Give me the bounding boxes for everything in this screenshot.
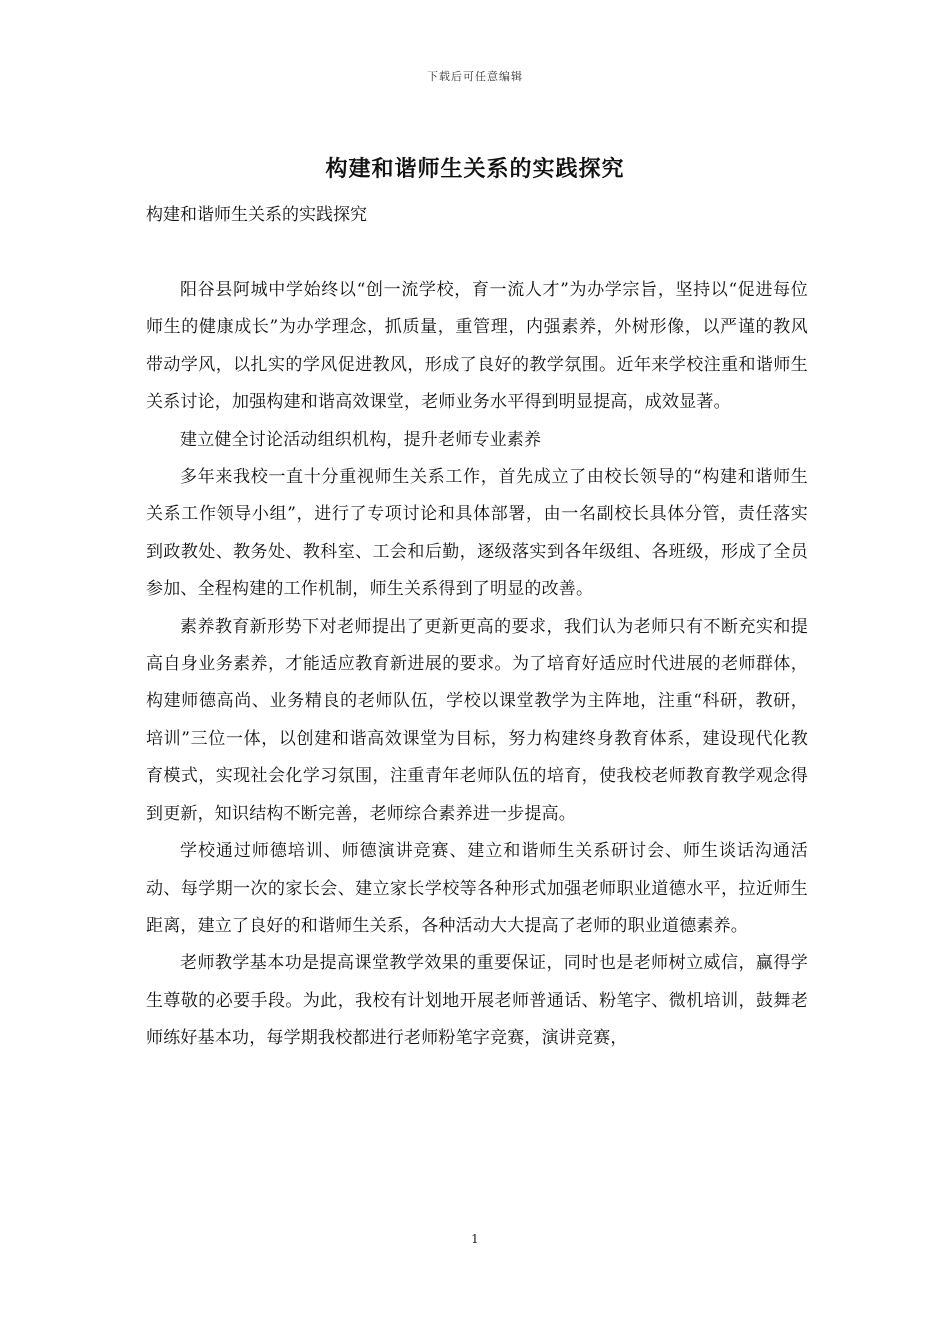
page-number: 1 bbox=[471, 1232, 479, 1246]
paragraph-intro: 阳谷县阿城中学始终以“创一流学校，育一流人才”为办学宗旨，坚持以“促进每位师生的健康成长”为办学理念，抓质量，重管理，内强素养，外树形像，以严谨的教风带动学风，以扎实的学风促进教风，形成了良好的教学氛围。近年来学校注重和谐师生关系讨论，加强构建和谐高效课堂，老师业务水平得到明显提高，成效显著。 bbox=[146, 280, 808, 413]
paragraph-organization: 多年来我校一直十分重视师生关系工作，首先成立了由校长领导的“构建和谐师生关系工作领导小组”，进行了专项讨论和具体部署，由一名副校长具体分管，责任落实到政教处、教务处、教科室、工会和后勤，逐级落实到各年级组、各班级，形成了全员参加、全程构建的工作机制，师生关系得到了明显的改善。 bbox=[146, 467, 808, 600]
paragraph-quality-education: 素养教育新形势下对老师提出了更新更高的要求，我们认为老师只有不断充实和提高自身业务素养，才能适应教育新进展的要求。为了培育好适应时代进展的老师群体，构建师德高尚、业务精良的老师队伍，学校以课堂教学为主阵地，注重“科研，教研，培训”三位一体，以创建和谐高效课堂为目标，努力构建终身教育体系，建设现代化教育模式，实现社会化学习氛围，注重青年老师队伍的培育，使我校老师教育教学观念得到更新，知识结构不断完善，老师综合素养进一步提高。 bbox=[146, 616, 808, 824]
document-subtitle: 构建和谐师生关系的实践探究 bbox=[146, 205, 367, 225]
paragraph-basic-skills: 老师教学基本功是提高课堂教学效果的重要保证，同时也是老师树立威信，赢得学生尊敬的必要手段。为此，我校有计划地开展老师普通话、粉笔字、微机培训，鼓舞老师练好基本功，每学期我校都进行老师粉笔字竞赛，演讲竞赛， bbox=[146, 953, 808, 1049]
paragraph-ethics-training: 学校通过师德培训、师德演讲竞赛、建立和谐师生关系研讨会、师生谈话沟通活动、每学期一次的家长会、建立家长学校等各种形式加强老师职业道德水平，拉近师生距离，建立了良好的和谐师生关系，各种活动大大提高了老师的职业道德素养。 bbox=[146, 841, 808, 936]
section-heading: 建立健全讨论活动组织机构，提升老师专业素养 bbox=[180, 429, 542, 450]
document-body bbox=[146, 272, 808, 1058]
document-title: 构建和谐师生关系的实践探究 bbox=[325, 156, 625, 182]
header-note: 下载后可任意编辑 bbox=[427, 70, 523, 83]
